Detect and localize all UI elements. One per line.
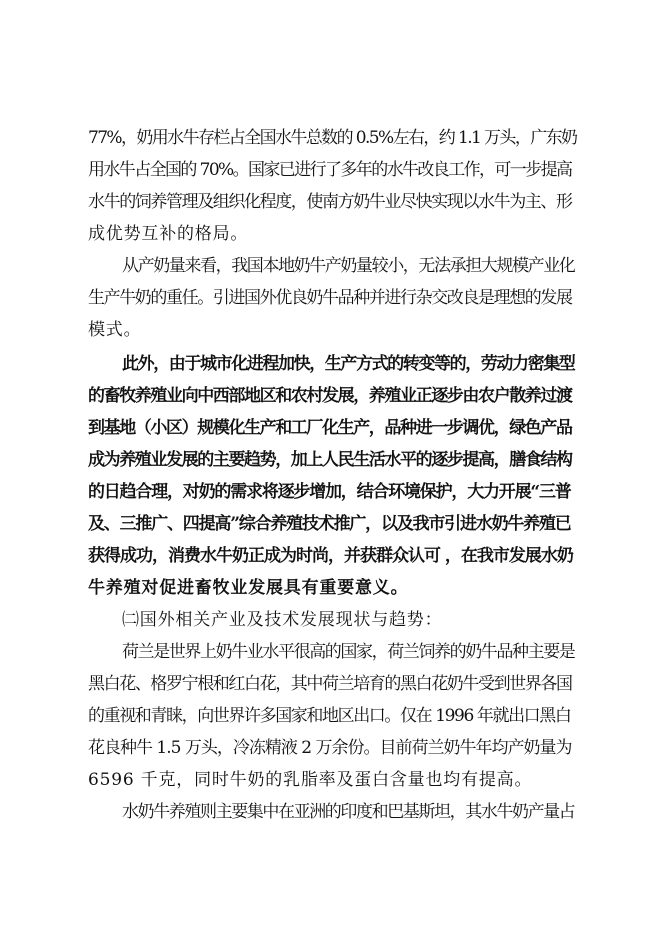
paragraph-1-line-4: 成优势互补的格局。 [88, 224, 249, 244]
paragraph-2-line-3: 模式。 [88, 320, 142, 340]
paragraph-3-line-5: 的日趋合理，对奶的需求将逐步增加，结合环境保护，大力开展“三普 [88, 482, 571, 502]
paragraph-1-line-2: 用水牛占全国的 70%。国家已进行了多年的水牛改良工作，可一步提高 [88, 160, 572, 180]
paragraph-4-line-5: 6596 千克，同时牛奶的乳脂率及蛋白含量也均有提高。 [88, 770, 533, 790]
paragraph-1-line-3: 水牛的饲养管理及组织化程度，使南方奶牛业尽快实现以水牛为主、形 [88, 192, 572, 212]
paragraph-2-line-2: 生产牛奶的重任。引进国外优良奶牛品种并进行杂交改良是理想的发展 [88, 288, 572, 308]
paragraph-4-line-4: 花良种牛 1.5 万头，冷冻精液 2 万余份。目前荷兰奶牛年均产奶量为 [88, 738, 572, 758]
paragraph-5-line-1: 水奶牛养殖则主要集中在亚洲的印度和巴基斯坦，其水牛奶产量占 [122, 802, 575, 822]
paragraph-4-line-3: 的重视和青睐，向世界许多国家和地区出口。仅在 1996 年就出口黑白 [88, 706, 571, 726]
paragraph-3-line-2: 的畜牧养殖业向中西部地区和农村发展，养殖业正逐步由农户散养过渡 [88, 386, 572, 406]
paragraph-3-line-6: 及、三推广、四提高”综合养殖技术推广，以及我市引进水奶牛养殖已 [88, 514, 571, 534]
paragraph-2-line-1: 从产奶量来看，我国本地奶牛产奶量较小，无法承担大规模产业化 [122, 256, 575, 276]
paragraph-3-line-7: 获得成功，消费水牛奶正成为时尚，并获群众认可 ，在我市发展水奶 [88, 546, 573, 566]
paragraph-3-line-1: 此外，由于城市化进程加快，生产方式的转变等的，劳动力密集型 [122, 354, 575, 374]
paragraph-4-line-1: 荷兰是世界上奶牛业水平很高的国家，荷兰饲养的奶牛品种主要是 [122, 642, 575, 662]
paragraph-3-line-8: 牛养殖对促进畜牧业发展具有重要意义。 [88, 578, 409, 598]
paragraph-3-line-4: 成为养殖业发展的主要趋势，加上人民生活水平的逐步提高，膳食结构 [88, 450, 572, 470]
section-heading: ㈡国外相关产业及技术发展现状与趋势： [122, 610, 443, 630]
paragraph-1-line-1: 77%，奶用水牛存栏占全国水牛总数的 0.5%左右，约 1.1 万头，广东奶 [88, 128, 577, 148]
paragraph-4-line-2: 黑白花、格罗宁根和红白花，其中荷兰培育的黑白花奶牛受到世界各国 [88, 674, 572, 694]
paragraph-3-line-3: 到基地（小区）规模化生产和工厂化生产，品种进一步调优，绿色产品 [88, 418, 572, 438]
